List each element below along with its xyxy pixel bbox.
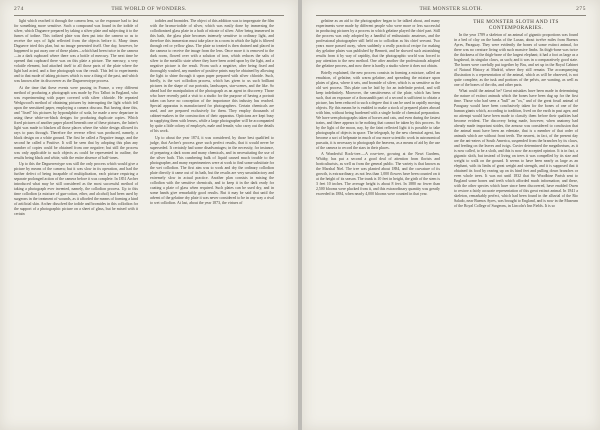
paragraph: gelatine as an aid to the photographer began to be talked about, and many experiments were made by different people who were more or less successful in producing pictures by a process in which gelatine played the chief part. Still the process was only adopted by a handful of enthusiastic amateurs, and the professional photographer still held on to collodion as his chief servant. Two years more passed away, when suddenly a really practical recipe for making dry gelatine plates was published by Bennett, and he showed such astonishing results from it by way of rapidity, that the photographic world was forced to pay attention to the new method. One after another the professionals adopted the gelatine process, and now there is hardly a studio where it does not obtain. (316, 19, 440, 68)
right-column-1 (316, 19, 440, 199)
article-heading: THE MONSTER SLOTH AND ITS CONTEMPORARIES. (473, 19, 559, 32)
paragraph: At the time that these events were passing in France, a very different method of producing a photograph was made by Fox Talbot in England, who was experimenting with paper covered with silver chloride. He repeated Wedgwood's method of obtaining pictures by interrupting the light which fell upon the sensitized paper, employing a camera obscura. But having done this, and "fixed" his pictures by hyposulphite of soda, he made a new departure in using these white-on-black designs for producing duplicate copies. Which fixed pictures of another paper placed beneath one of these pictures, the latter's light was made to blacken all those places where the white design allowed its rays to pass through. Therefore the reverse effect was produced, namely, a black design on a white ground. The first he called a Negative image, and the second he called a Positive. It will be seen that by adopting this plan any number of copies could be obtained from one negative; but still the process was only applicable to such objects as could be represented in outline, the results being black and white, with the entire absence of half-tones. (14, 85, 138, 160)
paragraph: In the year 1789 a skeleton of an animal of gigantic proportions was found in a bed of clay on the banks of the Luxan, about twelve miles from Buenos Ayres, Paraguay. They were evidently the bones of some extinct animal, for there was no creature living with such massive limbs. Its thigh-bone was twice the thickness of the thigh-bone of the largest elephant; it had a foot as large as a hogshead, its singular claws, as such; and it was in a comparatively good state. The bones were carefully put together by Bru, and set up in the Royal Cabinet of Natural History at Madrid, where they still remain. The accompanying illustration is a representation of the animal, which as will be observed, is not quite complete, as the tusk and portions of the pelvis, are wanting, as well as one of the bones of the ribs, and other parts. (454, 32, 578, 87)
right-page (302, 0, 600, 430)
right-header-rule (316, 15, 586, 16)
paragraph: Up to about the year 1874, it was considered, by those best qualified to judge, that Archer's process gave such perfect results, that it would never be superseded. It certainly had some disadvantages; in the necessity, for instance, of preparing a dark room and many chemicals, and in necessitating the use of the silver bath. This cumbering bulk of liquid caused much trouble to the photographer, and many experimenters were at work to find some substitute for the wet collodion. The first aim was to work and dry the ordinary collodion plate directly it came out of its bath, but the results are very unsatisfactory and extremely slow in actual practice. Another plan consists in mixing the collodion with the sensitive chemicals, and to keep it in the dark ready for coating a plate of glass when required. Such plates can be used dry, and in some hands give remarkably good results. But it may be said that until the advent of the gelatine dry plate it was never considered to be in any way a rival to wet collodion. At last, about the year 1873, the virtues of (150, 135, 274, 205)
left-running-title: THE WORLD OF WONDERS. (111, 6, 187, 12)
paragraph: What could the animal be? Great mistakes have been made in determining the nature of extinct animals which the bones have been dug up for the first time. Those who had seen a "bull" an "ox," and of the great fossil animal of Paraguay would have been conclusively taken for the bones of one of the human giants which, according to tradition, lived on the earth in past ages; and no attempt would have been made to classify them before their qualities had become evident. The discovery being made, however, when anatomy had already made important strides, the armour was considered to conclusion that the animal must have been an edentate, that is a member of that order of animals which are without front teeth. The nearest, in fact, of the present day are the ant-eaters of South America, suspended from the branches by its claws, and feeding on the leaves and twigs. Cuvier determined the megatherium, as it is now called, to be a sloth, and this is now the accepted opinion. It is in fact, a gigantic sloth, but instead of living on trees it was compelled by its size and weight to walk on the ground. It seems to have been nearly as large as an elephant, with its limbs of great weight and strength, and it is supposed that it obtained its food by rearing up on its hind feet and pulling down branches or even whole trees. It was not until 1832 that Sir Woodbine Parish sent to England some bones and teeth which afforded much information; and these, with the other species which have since been discovered, have enabled Owen to restore a fairly accurate representation of this great extinct animal. In 1841 a skeleton, remarkably perfect, which had been found in the alluvial of the Rio Salado, near Buenos Ayres, was brought to England, and is now in the Museum of the Royal College of Surgeons, in Lincoln's Inn Fields. It is so (454, 89, 578, 209)
left-column-1 (14, 19, 138, 219)
paragraph: A Wonderful Rock-tree.—A rose-tree, growing at the Newt Gardens, Whitby, has put a second a good deal of attention from florists and horticulturists, as well as from the general public. The variety is that known as the Marshal Niel. The tree was planted about 1884, and the curvature of its growth, is extraordinary, as not less than 1,000 flowers have been counted on it at the height of its season. The trunk is 10 feet in height, the girth of the stem is 3 feet 10 inches. The average height is about 8 feet. In 1880 no fewer than 2,500 blooms were plucked from it, and this extraordinary quantity was greatly exceeded in 1884, when nearly 4,000 blooms were counted in that year. (316, 152, 440, 196)
paragraph: Up to this the Daguerreotype was still the only process which would give a picture by means of the camera; but it was slow in its operation, and had the further defect of being incapable of multiplication, each picture requiring a separate prolonged action of the camera before it was complete. In 1851 Archer introduced what may be still considered as the most successful method of taking a photograph ever invented, namely, the collodion process. Up to this time collodion (a mixture of gun-cotton, ether, and alcohol) had been used by surgeons in the treatment of wounds, as it afforded the means of forming a kind of artificial skin. Archer dissolved the iodide and bromides in this collodion for the support of a photographic picture on a sheet of glass, but he mixed with it certain (14, 162, 138, 216)
left-page (0, 0, 298, 430)
right-column-2 (454, 19, 578, 211)
paragraph: light which reached it through the camera lens, so the exposure had to last for something more sensitive. Such a compound was found in the iodide of silver, which Daguerre prepared by taking a silver plate and subjecting it to the fumes of iodine. This iodized plate was then put into the camera so as to receive the rays of light reflected from the objects before it. Many times Daguerre tried this plan, but no image presented itself. One day, however, he happened to put away one of these plates—which had been twice in the camera—in a dark cupboard where there was a bottle of mercury. The next time he opened that cupboard there was on this plate a picture. The mercury, a very volatile element, had attached itself to all those parts of the plate where the light had acted, and a fine photograph was the result. This led to experiments and to that mode of taking pictures which is now a thing of the past, and which was known after its discoverer as the Daguerreotype process. (14, 19, 138, 83)
paragraph: Briefly explained, the new process consists in forming a mixture, called an emulsion, of gelatine, with warm gelatine, and spreading the mixture upon plates of glass, where it sets, and bromide of silver, which is as sensitive as the old wet process. This plate can be laid by for an indefinite period, and will keep indefinitely. Moreover, the sensitiveness of the plate, which has been such, that an exposure of a thousandth part of a second is sufficient to obtain a picture, has been reduced to such a degree that it can be used in rapidly moving objects. By this means he is enabled to make a stock of prepared plates abroad with him, without being burdened with a single bottle of chemical preparation. We have seen photographs taken of horses and cats, and even during the fastest trains, and there appears to be nothing that cannot be taken by this process. So by the light of the moon, nay, by the faint reflected light it is possible to take photographs of objects in space. The telegraph, by the new chemical agent, has become a sort of helpmate in much of our more scientific work in astronomical pursuits, it is necessary to photograph the heavens, as a means of aid by the use of the camera to record the stars in their places. (316, 70, 440, 150)
left-column-2 (150, 19, 274, 207)
paragraph: iodides and bromides. The object of this addition was to impregnate the film with the bromo-iodide of silver, which was easily done by immersing the collodionized glass plate in a bath of nitrate of silver. After being immersed in this bath, the glass plate becomes intensely sensitive to ordinary light, and therefore this immersion must take place in a room in which the light is filtered through red or yellow glass. The plate so treated is then drained and placed in the camera to receive the image from the lens. Once more it is removed to the dark room, flowed over with a solution of iron, which reduces the salts of silver to the metallic state where they have been acted upon by the light, and a negative picture is the result. From such a negative, after being fixed and thoroughly washed, any number of positive prints may be obtained by allowing the light to shine through it upon paper prepared with silver chloride. Such, briefly, is the wet collodion process, which has given to us such brilliant pictures in the shape of our portraits, landscapes, star-scenes, and the like. So ahead had the manipulation of the photograph as an agent in discovery. Those who have recently paid a visit to a studio for the purpose of having a portrait taken can have no conception of the importance this industry has reached. Special apparatus is manufactured for photographers. Certain chemicals are used, and are prepared exclusively for them. They employ thousands of cabinet-makers in the construction of their apparatus. Opticians are kept busy in supplying them with lenses, while a large photographer will be accompanied by quite a little colony of employés, male and female, who carry out the details of his work. (150, 19, 274, 133)
right-running-title: THE MONSTER SLOTH. (419, 6, 483, 12)
left-header-rule (14, 15, 284, 16)
right-page-number: 275 (576, 6, 586, 12)
left-page-number: 274 (14, 6, 24, 12)
